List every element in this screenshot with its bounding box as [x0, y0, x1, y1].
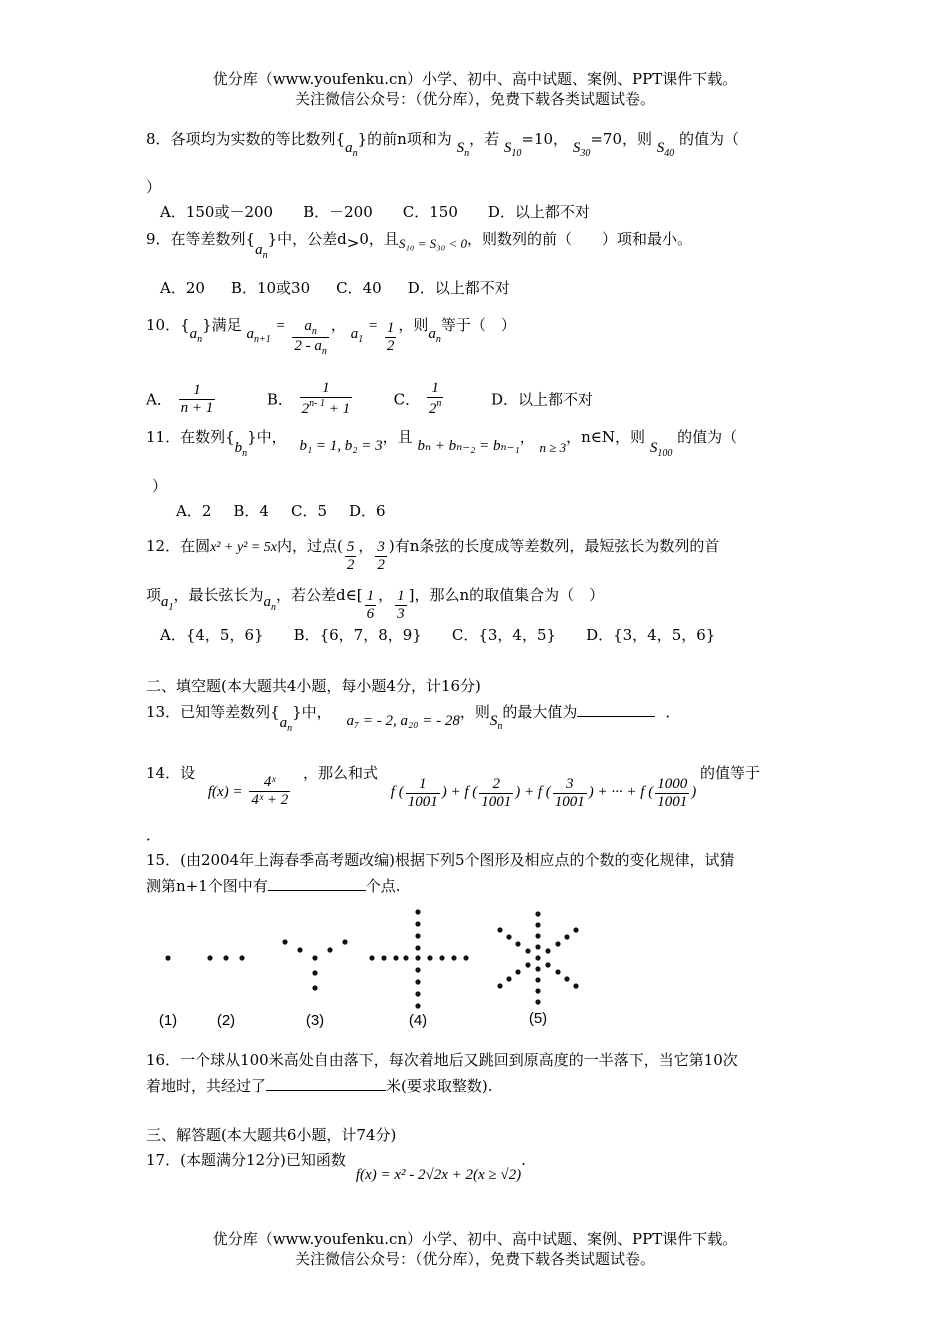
dot: [525, 962, 530, 967]
question-15-line-1: 15．(由2004年上海春季高考题改编)根据下列5个图形及相应点的个数的变化规律，试猜: [146, 851, 735, 869]
question-11-close: ）: [152, 477, 168, 495]
dot: [223, 955, 228, 960]
header-line-1: 优分库（www.youfenku.cn）小学、初中、高中试题、案例、PPT课件下载。: [212, 70, 738, 88]
dot: [415, 921, 420, 926]
dot: [535, 944, 540, 949]
figure-label-5: (5): [528, 1010, 548, 1027]
seq-a: $a_n$: [345, 140, 358, 159]
option-c-fraction: $\frac{1}{2^n}$: [428, 380, 442, 418]
dot: [393, 955, 398, 960]
dot: [555, 969, 560, 974]
dot: [415, 909, 420, 914]
dot: [415, 967, 420, 972]
dot: [535, 966, 540, 971]
dot: [545, 948, 550, 953]
dot: [497, 983, 502, 988]
dot: [381, 955, 386, 960]
question-10-options: A． $\frac{1}{n + 1}$ B． $\frac{1}{2^{n- 1} + 1}$ C． $\frac{1}{2^n}$ D．以上都不对: [146, 380, 594, 418]
dot: [506, 934, 511, 939]
dot: [312, 955, 317, 960]
dot: [439, 955, 444, 960]
figure-label-4: (4): [408, 1012, 428, 1029]
answer-blank-16[interactable]: [266, 1076, 386, 1091]
question-9-options: A．20 B．10或30 C．40 D．以上都不对: [160, 279, 510, 297]
figure-label-2: (2): [216, 1012, 236, 1029]
option-b-fraction: $\frac{1}{2^{n- 1} + 1}$: [301, 380, 351, 418]
dot: [451, 955, 456, 960]
dot: [239, 955, 244, 960]
question-16-line-2: 着地时，共经过了 米(要求取整数).: [146, 1077, 493, 1095]
dot: [415, 955, 420, 960]
figure-label-1: (1): [158, 1012, 178, 1029]
dot: [564, 934, 569, 939]
dot: [555, 941, 560, 946]
dot: [545, 962, 550, 967]
question-10: 10．$\{a_n\}$满足 $a_{n+1}$ = $\frac{a_n}{2 - a_n}$ ， $a_1$ = $\frac{1}{2}$ ，则$a_n$等于（ ）: [146, 316, 516, 357]
question-12-line-1: 12．在圆x² + y² = 5x内，过点( $\frac{5}{2}$ ， $\frac{3}{2}$ )有n条弦的长度成等差数列，最短弦长为数列的首: [146, 537, 720, 573]
header-line-2: 关注微信公众号：（优分库），免费下载各类试题试卷。: [294, 90, 655, 108]
dot: [573, 927, 578, 932]
question-12-line-2: 项$a_1$，最长弦长为$a_n$，若公差d∈[ $\frac{1}{6}$ ， $\frac{1}{3}$ ]，那么n的取值集合为（ ）: [146, 586, 605, 622]
dot: [312, 970, 317, 975]
option-a-fraction: $\frac{1}{n + 1}$: [180, 381, 214, 416]
question-14: 14．设 f(x) = $\frac{\text{4ˣ}}{\text{4ˣ + 2}}$ ，那么和式 f ( $\frac{1}{1001}$ ) + f ( $\frac{2}{1001}$ ) + f ( $\frac{3}{1001}$ ) + ··· + f ( $\frac{1000}{1001}$ ) 的值等于: [146, 764, 760, 810]
dot: [525, 948, 530, 953]
dot: [497, 927, 502, 932]
question-12-options: A．{4，5，6} B．{6，7，8，9} C．{3，4，5} D．{3，4，5，6}: [160, 626, 716, 644]
dot: [506, 976, 511, 981]
dot: [282, 939, 287, 944]
dot: [415, 945, 420, 950]
dot: [535, 977, 540, 982]
dot: [207, 955, 212, 960]
question-16-line-1: 16．一个球从100米高处自由落下，每次着地后又跳回到原高度的一半落下，当它第10次: [146, 1051, 738, 1069]
question-8-options: A．150或－200 B．－200 C．150 D．以上都不对: [160, 203, 590, 221]
answer-blank-15[interactable]: [268, 876, 366, 891]
footer-line-1: 优分库（www.youfenku.cn）小学、初中、高中试题、案例、PPT课件下载。: [212, 1230, 738, 1248]
footer-line-2: 关注微信公众号：（优分库），免费下载各类试题试卷。: [294, 1250, 655, 1268]
section-2-heading: 二、填空题(本大题共4小题，每小题4分，计16分): [146, 677, 481, 695]
dot: [535, 922, 540, 927]
dot: [463, 955, 468, 960]
dot: [415, 1003, 420, 1008]
dot: [515, 941, 520, 946]
dot: [165, 955, 170, 960]
dot: [415, 933, 420, 938]
question-15-line-2: 测第n+1个图中有 个点.: [146, 877, 401, 895]
question-8-close: ）: [146, 178, 162, 196]
question-11: 11．在数列$\{b_n\}$中， b₁ = 1, b₂ = 3，且 bₙ + bₙ₋₂ = bₙ₋₁， n ≥ 3，n∈N，则 $S_{100}$ 的值为（: [146, 428, 738, 459]
dot: [403, 955, 408, 960]
question-14-period: ．: [146, 826, 162, 844]
dot: [297, 947, 302, 952]
dot: [564, 976, 569, 981]
dot: [535, 988, 540, 993]
dot: [515, 969, 520, 974]
dot-pattern-figure: [150, 900, 590, 1040]
dot: [415, 979, 420, 984]
dot: [535, 933, 540, 938]
dot: [535, 911, 540, 916]
question-17: 17．(本题满分12分)已知函数f(x) = x² - 2√2x + 2(x ≥ √2).: [146, 1151, 526, 1183]
dot: [535, 955, 540, 960]
section-3-heading: 三、解答题(本大题共6小题，计74分): [146, 1126, 397, 1144]
dot: [535, 999, 540, 1004]
question-13: 13．已知等差数列$\{a_n\}$中， a₇ = - 2, a₂₀ = - 28，则$S_n$的最大值为 ．: [146, 703, 681, 734]
question-9: 9．在等差数列$\{a_n\}$中，公差d>0，且S₁₀ = S₃₀ < 0，则数列的前（ ）项和最小。: [146, 230, 693, 261]
dot: [327, 947, 332, 952]
dot: [369, 955, 374, 960]
dot: [573, 983, 578, 988]
question-8: 8．各项均为实数的等比数列$\{a_n\}$的前n项和为 $S_n$，若 $S_{10}=10$， $S_{30}=70$，则 $S_{40}$ 的值为（: [146, 130, 740, 159]
dot: [342, 939, 347, 944]
question-11-options: A．2 B．4 C．5 D．6: [176, 502, 386, 520]
dot: [415, 991, 420, 996]
answer-blank-13[interactable]: [577, 702, 655, 717]
dot: [427, 955, 432, 960]
dot: [312, 985, 317, 990]
figure-label-3: (3): [305, 1012, 325, 1029]
